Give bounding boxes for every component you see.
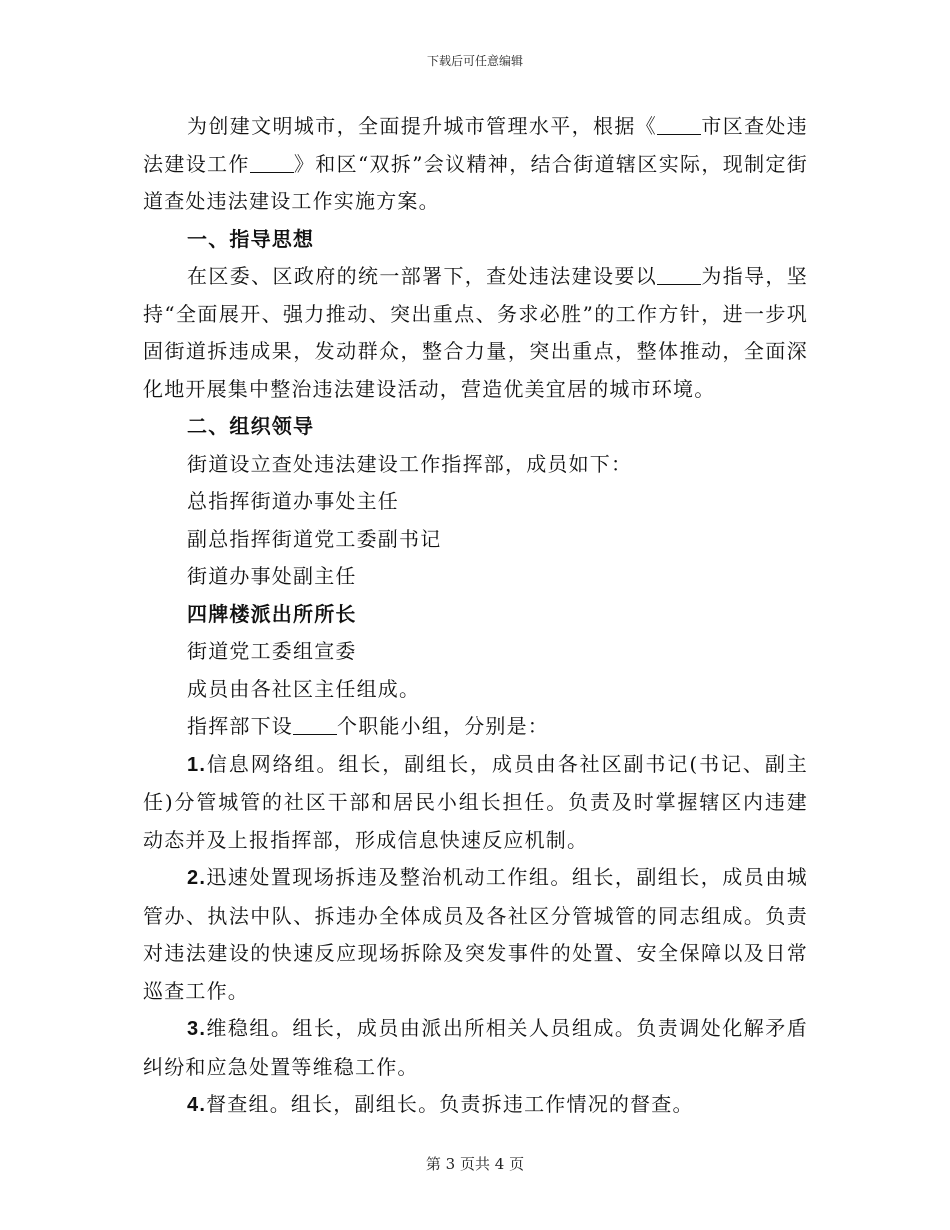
group-item xyxy=(143,859,808,1010)
group-item xyxy=(143,746,808,860)
org-line: 副总指挥街道党工委副书记 xyxy=(187,526,442,551)
page-footer: 第 3 页共 4 页 xyxy=(425,1155,525,1173)
group-text: 维稳组。组长，成员由派出所相关人员组成。负责调处化解矛盾纠纷和应急处置等维稳工作。 xyxy=(143,1016,808,1079)
intro-text-3: 》和区“双拆”会议精神，结合街道辖区实际，现制定街道查处违法建设工作实施方案。 xyxy=(143,151,809,213)
document-body xyxy=(143,108,808,1125)
blank-line xyxy=(250,150,294,173)
group-text: 迅速处置现场拆违及整治机动工作组。组长，副组长，成员由城管办、执法中队、拆违办全体成员及各社区分管城管的同志组成。负责对违法建设的快速反应现场拆除及突发事件的处置、安全保障以及日常巡查工作。 xyxy=(143,865,808,1003)
guiding-text-1: 在区委、区政府的统一部署下，查处违法建设要以 xyxy=(187,264,658,288)
groups-intro xyxy=(143,708,808,746)
group-text: 信息网络组。组长，副组长，成员由各社区副书记(书记、副主任)分管城管的社区干部和居民小组长担任。负责及时掌握辖区内违建动态并及上报指挥部，形成信息快速反应机制。 xyxy=(143,751,808,852)
guiding-text-2: 为指导，坚持“全面展开、强力推动、突出重点、务求必胜”的工作方针，进一步巩固街道拆违成果，发动群众，整合力量，突出重点，整体推动，全面深化地开展集中整治违法建设活动，营造优美宜居的城市环境。 xyxy=(143,264,809,401)
org-line: 街道设立查处违法建设工作指挥部，成员如下： xyxy=(187,451,633,476)
org-line: 总指挥街道办事处主任 xyxy=(187,489,399,513)
page-header: 下载后可任意编辑 xyxy=(426,54,523,68)
group-number: 4. xyxy=(187,1094,207,1116)
blank-line xyxy=(657,112,701,135)
groups-text-1: 指挥部下设 xyxy=(187,714,293,738)
group-item xyxy=(143,1086,808,1125)
blank-line xyxy=(293,712,337,735)
intro-paragraph xyxy=(143,108,808,221)
group-text: 督查组。组长，副组长。负责拆违工作情况的督查。 xyxy=(206,1092,694,1116)
section-heading-organization: 二、组织领导 xyxy=(187,414,315,438)
blank-line xyxy=(657,262,701,285)
org-line: 成员由各社区主任组成。 xyxy=(187,676,421,701)
org-line: 街道党工委组宣委 xyxy=(187,639,357,663)
groups-text-2: 个职能小组，分别是： xyxy=(337,714,549,738)
guiding-paragraph xyxy=(143,258,808,408)
group-number: 2. xyxy=(187,867,207,889)
intro-text-2: 市区查处违法建设工作 xyxy=(143,114,809,176)
section-heading-guiding: 一、指导思想 xyxy=(187,226,315,251)
org-line: 街道办事处副主任 xyxy=(187,564,357,588)
group-number: 1. xyxy=(187,753,207,776)
group-item xyxy=(143,1010,808,1086)
org-line-bold: 四牌楼派出所所长 xyxy=(187,601,357,626)
group-number: 3. xyxy=(187,1018,207,1040)
intro-text-1: 为创建文明城市，全面提升城市管理水平，根据《 xyxy=(187,114,658,138)
